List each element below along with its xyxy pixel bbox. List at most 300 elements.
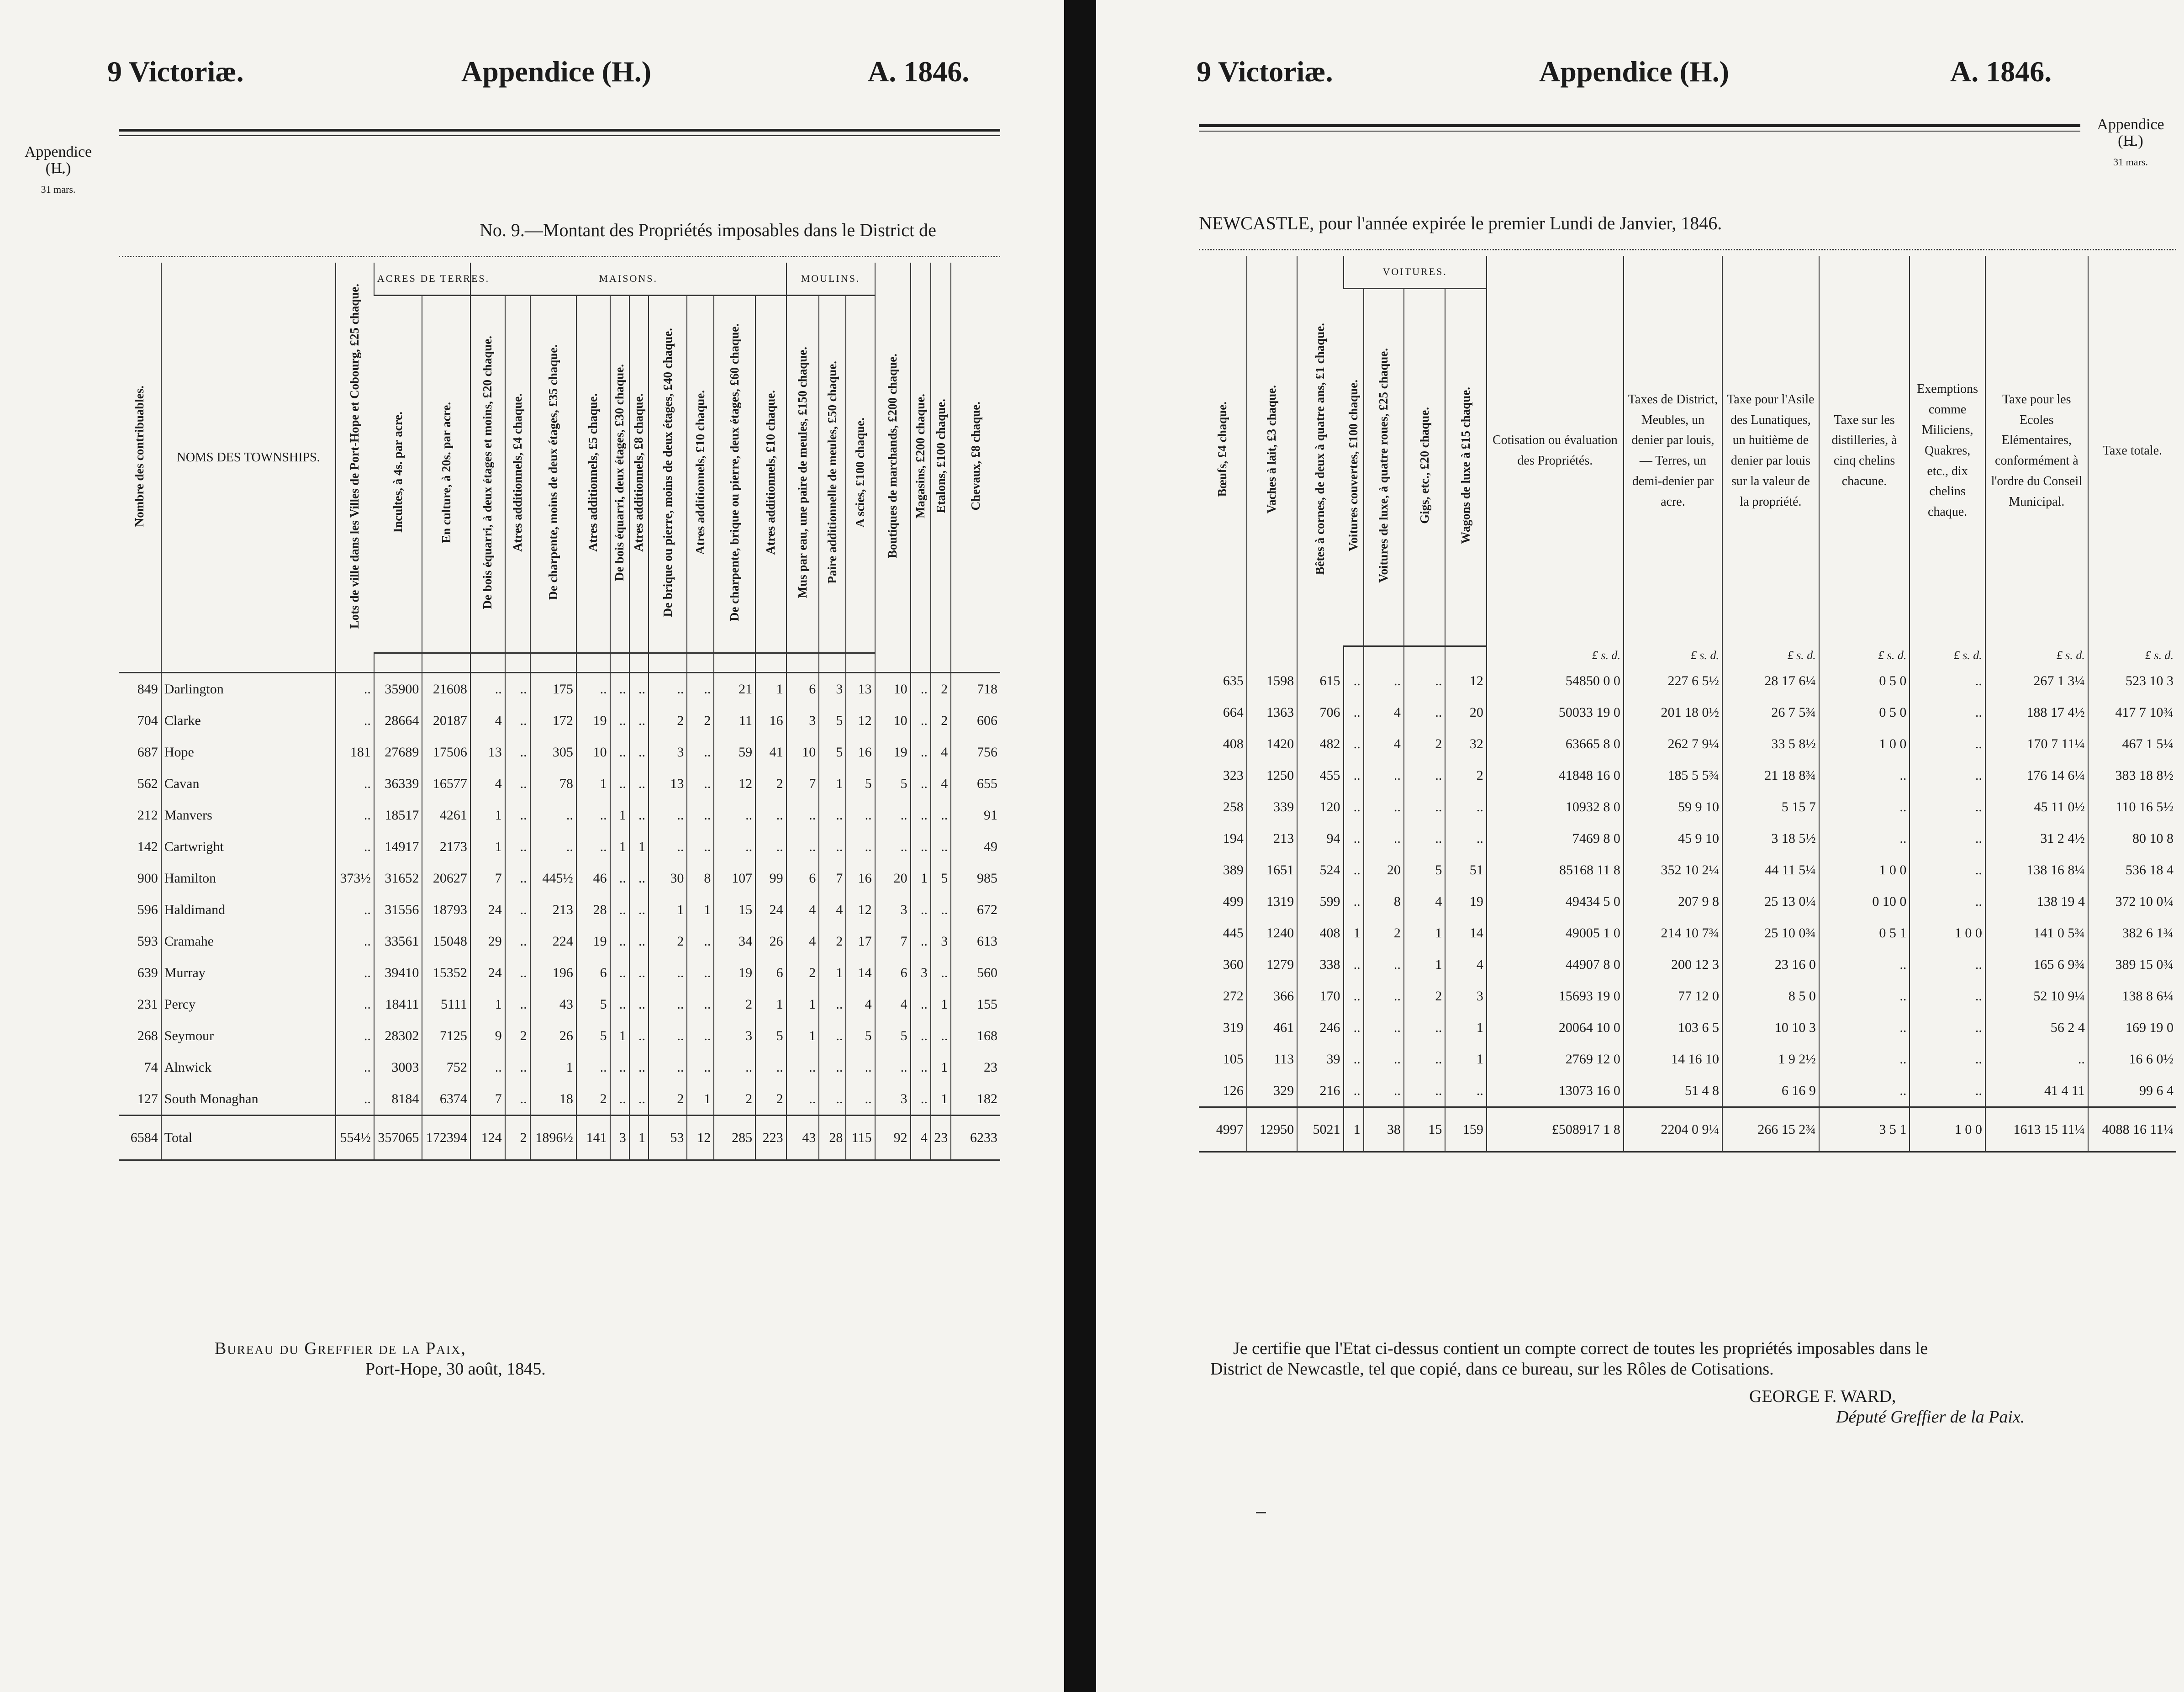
table-cell: .. [629, 1020, 649, 1052]
table-cell: .. [610, 989, 629, 1020]
table-row [119, 1052, 1000, 1083]
table-row [1199, 823, 2176, 854]
table-cell: 2 [505, 1116, 530, 1160]
table-cell: 0 5 0 [1819, 697, 1910, 728]
table-cell: 1 [1344, 917, 1364, 949]
spacer-cell [649, 653, 687, 673]
table-cell: 1 [687, 894, 714, 925]
table-cell: 3 [819, 673, 846, 705]
table-cell: 16 [846, 862, 875, 894]
table-cell: 6374 [422, 1083, 470, 1116]
table-cell: 170 7 11¼ [1985, 728, 2088, 760]
table-cell: 29 [470, 925, 505, 957]
table-cell: .. [1404, 1043, 1445, 1075]
table-cell: .. [1819, 1012, 1910, 1043]
table-cell: .. [649, 957, 687, 989]
col-taxe-distilleries-label: Taxe sur les distilleries, à cinq chelins chacune. [1831, 412, 1897, 489]
table-cell: 323 [1223, 767, 1244, 783]
table-cell: 16 [846, 736, 875, 768]
table-cell: 12 [846, 894, 875, 925]
table-cell: 1 [931, 989, 951, 1020]
col-taxe-totale-label: Taxe totale. [2102, 443, 2163, 458]
table-cell: 91 [951, 799, 1000, 831]
table-cell: .. [846, 831, 875, 862]
table-cell: .. [687, 736, 714, 768]
certificate-line-1: Je certifie que l'Etat ci-dessus contient un compte correct de toutes les propriétés imposables dans le [1233, 1339, 1928, 1358]
table-cell: 4 [786, 894, 819, 925]
col-voitures-couvertes [1344, 289, 1364, 646]
table-cell: 7469 8 0 [1487, 823, 1624, 854]
table-cell: .. [336, 957, 374, 989]
table-cell: 5 [846, 1020, 875, 1052]
col-atres-4 [687, 296, 714, 653]
col-mus-par-eau-label: Mus par eau, une paire de meules, £150 chaque. [795, 346, 809, 598]
table-cell: .. [1344, 1043, 1364, 1075]
col-bois-equarri-1-label: De bois équarri, à deux étages et moins, £20 chaque. [480, 335, 495, 609]
table-cell: 1 [819, 957, 846, 989]
taxpayer-count: 900 [137, 870, 158, 886]
table-cell: 7 [470, 1083, 505, 1116]
table-row [1199, 1043, 2176, 1075]
table-cell: 20 [1445, 697, 1486, 728]
col-townships-label: NOMS DES TOWNSHIPS. [176, 450, 320, 465]
col-atres-3 [629, 296, 649, 653]
table-cell: .. [714, 831, 755, 862]
table-cell: 4 [875, 989, 911, 1020]
table-cell: .. [687, 1052, 714, 1083]
table-cell: .. [629, 768, 649, 799]
table-cell: 455 [1297, 760, 1343, 791]
col-taxe-ecoles-label: Taxe pour les Ecoles Elémentaires, conformément à l'ordre du Conseil Municipal. [1991, 392, 2083, 509]
table-cell: 12 [687, 1116, 714, 1160]
col-betes-a-cornes [1297, 256, 1343, 646]
table-cell: 172394 [422, 1116, 470, 1160]
table-cell: 3003 [374, 1052, 422, 1083]
table-cell: 63665 8 0 [1487, 728, 1624, 760]
table-cell: 372 10 0¼ [2088, 886, 2176, 917]
spacer-cell [610, 653, 629, 673]
right-margin-note [2087, 116, 2174, 167]
table-cell: .. [714, 1052, 755, 1083]
table-cell: 2 [1364, 917, 1404, 949]
col-taxe-asile [1722, 256, 1819, 646]
col-en-culture-label: En culture, à 20s. par acre. [439, 402, 453, 543]
table-cell: 25 13 0¼ [1722, 886, 1819, 917]
table-cell: 1 [610, 1020, 629, 1052]
col-lots-de-ville [336, 263, 374, 653]
table-cell: 49 [951, 831, 1000, 862]
table-cell: 59 [714, 736, 755, 768]
table-cell: 13 [649, 768, 687, 799]
table-cell: .. [819, 989, 846, 1020]
table-row [119, 673, 1000, 705]
table-cell: 329 [1247, 1075, 1297, 1107]
table-cell: 224 [530, 925, 576, 957]
table-cell: 10 [875, 705, 911, 736]
table-cell: 5 [755, 1020, 786, 1052]
table-cell: .. [610, 1083, 629, 1116]
col-taxes-district-label: Taxes de District, Meubles, un denier par louis,— Terres, un demi-denier par acre. [1628, 392, 1718, 509]
table-cell: 5 [875, 768, 911, 799]
table-cell: 4 [1445, 949, 1486, 980]
table-cell: 467 1 5¼ [2088, 728, 2176, 760]
table-cell [1247, 646, 1297, 666]
table-cell: 4261 [422, 799, 470, 831]
table-cell: 19 [875, 736, 911, 768]
table-cell: .. [911, 799, 931, 831]
table-cell: 18411 [374, 989, 422, 1020]
col-incultes [374, 296, 422, 653]
township-name: Hope [161, 736, 336, 768]
margin-note-appendix: Appendice [24, 143, 92, 160]
spacer-cell [714, 653, 755, 673]
table-cell: 170 [1297, 980, 1343, 1012]
table-cell: 21 18 8¾ [1722, 760, 1819, 791]
table-cell: 285 [714, 1116, 755, 1160]
table-cell: 14 [1445, 917, 1486, 949]
group-maisons: MAISONS. [470, 263, 786, 296]
margin-note-date: 31 mars. [2113, 156, 2148, 168]
township-name: Clarke [161, 705, 336, 736]
table-cell: .. [931, 799, 951, 831]
table-cell: 13 [470, 736, 505, 768]
township-name: Cavan [161, 768, 336, 799]
table-cell: .. [505, 925, 530, 957]
margin-note-letter: (H.) [2118, 132, 2143, 149]
table-cell: 1 [629, 1116, 649, 1160]
table-cell: 107 [714, 862, 755, 894]
table-row [119, 894, 1000, 925]
col-charpente-brique-2 [714, 296, 755, 653]
table-cell: 35900 [374, 673, 422, 705]
table-cell: 5 15 7 [1722, 791, 1819, 823]
table-cell: .. [755, 799, 786, 831]
table-cell: 103 6 5 [1624, 1012, 1722, 1043]
table-cell: 14 16 10 [1624, 1043, 1722, 1075]
table-cell: .. [610, 894, 629, 925]
table-cell: .. [1445, 791, 1486, 823]
footer-bureau-line: Bureau du Greffier de la Paix, [215, 1339, 466, 1358]
table-cell: 1 [530, 1052, 576, 1083]
certificate-line-2: District de Newcastle, tel que copié, dans ce bureau, sur les Rôles de Cotisations. [1210, 1359, 1774, 1379]
col-cotisation-label: Cotisation ou évaluation des Propriétés. [1492, 433, 1618, 468]
table-cell: 752 [422, 1052, 470, 1083]
table-cell: .. [576, 1052, 610, 1083]
table-cell: 9 [470, 1020, 505, 1052]
table-cell: 24 [470, 957, 505, 989]
table-cell: .. [911, 925, 931, 957]
col-a-scies-label: A scies, £100 chaque. [853, 417, 867, 528]
spacer-cell [119, 653, 161, 673]
table-cell: 120 [1297, 791, 1343, 823]
table-cell: 32 [1445, 728, 1486, 760]
table-row [119, 1083, 1000, 1116]
table-cell: 4 [1364, 728, 1404, 760]
table-row [1199, 1012, 2176, 1043]
table-cell: 706 [1297, 697, 1343, 728]
table-cell: 49005 1 0 [1487, 917, 1624, 949]
table-cell: .. [1364, 949, 1404, 980]
table-cell: 2 [576, 1083, 610, 1116]
table-cell: .. [1364, 791, 1404, 823]
table-cell: 23 16 0 [1722, 949, 1819, 980]
table-cell: £ s. d. [1722, 646, 1819, 666]
table-row [119, 925, 1000, 957]
table-cell [1199, 646, 1247, 666]
table-cell: .. [1404, 1012, 1445, 1043]
table-cell: 4 [1404, 886, 1445, 917]
table-cell: 606 [951, 705, 1000, 736]
table-cell: 21608 [422, 673, 470, 705]
table-cell: .. [687, 925, 714, 957]
total-row [119, 1116, 1000, 1160]
table-cell: 10 [576, 736, 610, 768]
table-cell: .. [714, 799, 755, 831]
table-row [119, 957, 1000, 989]
col-taxe-totale [2088, 256, 2176, 646]
spacer-cell [687, 653, 714, 673]
table-cell: 352 10 2¼ [1624, 854, 1722, 886]
table-cell: 4 [931, 736, 951, 768]
table-cell: 482 [1297, 728, 1343, 760]
col-etalons [931, 263, 951, 653]
table-cell: 26 [530, 1020, 576, 1052]
table-row [1199, 760, 2176, 791]
table-cell: 41 [755, 736, 786, 768]
table-cell: 445 [1223, 925, 1244, 941]
township-name: Alnwick [161, 1052, 336, 1083]
table-cell: 756 [951, 736, 1000, 768]
table-cell: 4997 [1199, 1107, 1247, 1152]
taxpayer-count: 593 [137, 933, 158, 949]
col-wagons-label: Wagons de luxe à £15 chaque. [1459, 387, 1473, 544]
taxpayer-count: 74 [144, 1059, 158, 1075]
table-cell: 499 [1223, 894, 1244, 909]
margin-note-brace: ⁀ [2125, 145, 2136, 160]
spacer-cell [875, 653, 911, 673]
table-cell: .. [1819, 791, 1910, 823]
table-cell: 1420 [1247, 728, 1297, 760]
table-cell: 26 7 5¾ [1722, 697, 1819, 728]
col-taxe-asile-label: Taxe pour l'Asile des Lunatiques, un huitième de denier par louis sur la valeur de la propriété. [1727, 392, 1815, 509]
table-cell: .. [1344, 980, 1364, 1012]
table-cell: 1 [1445, 1012, 1486, 1043]
table-cell: 33561 [374, 925, 422, 957]
table-cell: 7125 [422, 1020, 470, 1052]
taxpayer-count: 142 [137, 839, 158, 854]
table-cell: 2 [819, 925, 846, 957]
township-name: Cartwright [161, 831, 336, 862]
table-cell: 1250 [1247, 760, 1297, 791]
table-cell: .. [875, 831, 911, 862]
table-cell: .. [336, 705, 374, 736]
taxpayer-count: 596 [137, 902, 158, 917]
table-cell: .. [1364, 1043, 1404, 1075]
table-cell: 1 0 0 [1819, 854, 1910, 886]
table-cell: .. [610, 705, 629, 736]
table-cell: 38 [1364, 1107, 1404, 1152]
table-cell: 6 [786, 862, 819, 894]
right-dotted-rule [1199, 249, 2176, 250]
table-cell: 43 [530, 989, 576, 1020]
table-cell: 461 [1247, 1012, 1297, 1043]
table-cell: .. [629, 894, 649, 925]
table-cell: 223 [755, 1116, 786, 1160]
table-cell: 1 [470, 799, 505, 831]
left-table-body [119, 653, 1000, 1160]
table-cell: .. [786, 799, 819, 831]
book-gutter [1064, 0, 1096, 1692]
col-taxe-ecoles [1985, 256, 2088, 646]
table-cell: 41 4 11 [1985, 1075, 2088, 1107]
table-cell: 3 [911, 957, 931, 989]
table-cell: 305 [530, 736, 576, 768]
table-cell: .. [755, 1052, 786, 1083]
table-cell: .. [505, 705, 530, 736]
table-cell: .. [911, 831, 931, 862]
table-cell: 1279 [1247, 949, 1297, 980]
table-cell: .. [911, 673, 931, 705]
table-row [1199, 665, 2176, 697]
table-row [1199, 728, 2176, 760]
table-cell: 49434 5 0 [1487, 886, 1624, 917]
table-cell: .. [911, 1020, 931, 1052]
table-cell: 20627 [422, 862, 470, 894]
table-cell: 4 [846, 989, 875, 1020]
table-row [119, 736, 1000, 768]
table-cell: .. [1910, 949, 1985, 980]
col-boeufs [1199, 256, 1247, 646]
table-cell: 188 17 4½ [1985, 697, 2088, 728]
table-cell: .. [687, 989, 714, 1020]
table-cell: 15352 [422, 957, 470, 989]
table-cell: .. [931, 894, 951, 925]
table-cell: 2 [786, 957, 819, 989]
table-cell: .. [505, 673, 530, 705]
col-bois-equarri-2-label: De bois équarri, deux étages, £30 chaque. [612, 364, 627, 581]
table-cell: 0 10 0 [1819, 886, 1910, 917]
table-cell: 6 [576, 957, 610, 989]
table-cell: 185 5 5¾ [1624, 760, 1722, 791]
table-cell: .. [819, 1052, 846, 1083]
table-cell: 28664 [374, 705, 422, 736]
table-cell: 258 [1223, 799, 1244, 814]
table-cell: 5111 [422, 989, 470, 1020]
table-cell: .. [911, 736, 931, 768]
table-cell: .. [1364, 980, 1404, 1012]
table-cell: 115 [846, 1116, 875, 1160]
col-boeufs-label: Bœufs, £4 chaque. [1215, 401, 1229, 497]
table-cell: 213 [1247, 823, 1297, 854]
table-cell: 15048 [422, 925, 470, 957]
taxpayer-count: 849 [137, 681, 158, 697]
table-cell: 5 [576, 989, 610, 1020]
table-cell: .. [505, 831, 530, 862]
table-cell: 50033 19 0 [1487, 697, 1624, 728]
table-cell: 138 8 6¼ [2088, 980, 2176, 1012]
table-cell: 5 [846, 768, 875, 799]
table-cell: 2 [714, 1083, 755, 1116]
table-cell: 2173 [422, 831, 470, 862]
signature-name: GEORGE F. WARD, [1749, 1387, 1896, 1406]
table-cell: 4 [819, 894, 846, 925]
table-cell: 19 [1445, 886, 1486, 917]
table-cell: 19 [576, 925, 610, 957]
margin-note-appendix: Appendice [2097, 116, 2164, 133]
taxpayer-count: 231 [137, 996, 158, 1012]
right-page [1096, 0, 2184, 1692]
table-cell: 1240 [1247, 917, 1297, 949]
col-vaches [1247, 256, 1297, 646]
table-cell: .. [505, 1052, 530, 1083]
table-cell: .. [1364, 823, 1404, 854]
table-cell: .. [336, 1083, 374, 1116]
left-footer-place-date: Port-Hope, 30 août, 1845. [365, 1359, 546, 1379]
left-table-title: No. 9.—Montant des Propriétés imposables dans le District de [480, 220, 936, 240]
table-cell: 24 [755, 894, 786, 925]
table-cell: 94 [1297, 823, 1343, 854]
table-cell: 12 [1445, 665, 1486, 697]
table-cell: 36339 [374, 768, 422, 799]
table-cell: 20064 10 0 [1487, 1012, 1624, 1043]
table-cell: .. [610, 957, 629, 989]
table-cell: .. [911, 894, 931, 925]
table-cell: 44 11 5¼ [1722, 854, 1819, 886]
spacer-cell [374, 653, 422, 673]
table-cell: 554½ [336, 1116, 374, 1160]
left-header-year: A. 1846. [868, 55, 970, 88]
table-row [119, 831, 1000, 862]
table-cell: 181 [336, 736, 374, 768]
col-magasins-label: Magasins, £200 chaque. [913, 393, 928, 518]
table-cell: .. [1910, 791, 1985, 823]
table-cell: 5 [819, 736, 846, 768]
table-row [119, 989, 1000, 1020]
township-name: Percy [161, 989, 336, 1020]
table-cell: .. [1344, 854, 1364, 886]
table-cell: 246 [1297, 1012, 1343, 1043]
table-cell: 1 9 2½ [1722, 1043, 1819, 1075]
table-cell: 373½ [336, 862, 374, 894]
table-cell: 357065 [374, 1116, 422, 1160]
table-cell: 53 [649, 1116, 687, 1160]
table-cell: 16 6 0½ [2088, 1043, 2176, 1075]
table-cell: 15 [714, 894, 755, 925]
table-cell: 39 [1297, 1043, 1343, 1075]
right-table-title: NEWCASTLE, pour l'année expirée le premier Lundi de Janvier, 1846. [1199, 213, 1722, 233]
table-cell: 28 17 6¼ [1722, 665, 1819, 697]
table-cell: .. [1364, 1012, 1404, 1043]
table-cell: 4 [1364, 697, 1404, 728]
table-cell: .. [629, 957, 649, 989]
table-row [1199, 697, 2176, 728]
table-cell: 0 5 1 [1819, 917, 1910, 949]
table-cell: 21 [714, 673, 755, 705]
table-cell: 19 [714, 957, 755, 989]
table-cell: .. [1910, 1075, 1985, 1107]
table-cell: .. [819, 831, 846, 862]
table-cell: 1896½ [530, 1116, 576, 1160]
table-cell: .. [629, 799, 649, 831]
table-cell: 2 [1445, 760, 1486, 791]
col-a-scies [846, 296, 875, 653]
table-cell: 39410 [374, 957, 422, 989]
table-cell: .. [629, 673, 649, 705]
table-cell: .. [610, 862, 629, 894]
table-cell: .. [846, 1083, 875, 1116]
table-cell: .. [470, 1052, 505, 1083]
table-cell: .. [819, 1083, 846, 1116]
